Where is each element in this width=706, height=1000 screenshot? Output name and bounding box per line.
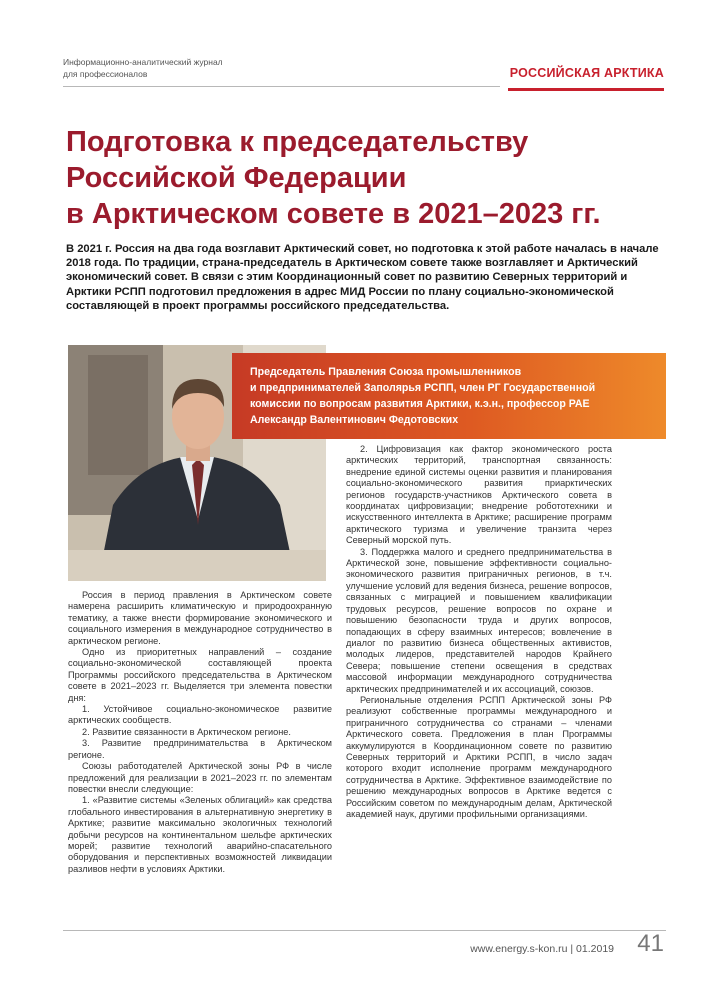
- journal-tagline: [63, 56, 223, 80]
- article-title-line2: Российской Федерации: [66, 162, 407, 194]
- section-label: РОССИЙСКАЯ АРКТИКА: [509, 66, 664, 80]
- body-paragraph: 2. Цифровизация как фактор экономического роста арктических территорий, транспортная связанность: внедрение единой системы оценки развития и планирования социально-экономического развития приарктических регионов государств-участников Арктического совета в координатах цифровизации; внедрение робототехники и искусственного интеллекта в Арктике; расширение программ арктического туризма и увеличение транзита через Северный морской путь.: [346, 444, 612, 546]
- journal-tagline-line2: для профессионалов: [63, 69, 148, 79]
- body-paragraph: 3. Поддержка малого и среднего предпринимательства в Арктической зоне, повышение эффективности социально-экономического развития приграничных регионов, в т.ч. улучшение условий для ведения бизнеса, решение вопросов, связанных с миграцией и повышением квалификации трудовых ресурсов, решение вопросов по охране и повышению безопасности труда и других вопросов, попадающих в сферу взаимных интересов; вовлечение в диалог по развитию бизнеса общественных активистов, молодых лидеров, представителей народов Крайнего Севера; повышение степени освещения в средствах массовой информации международного сотрудничества арктических предпринимателей и их ассоциаций, союзов.: [346, 546, 612, 694]
- footer-divider: [63, 930, 666, 931]
- article-title-line1: Подготовка к председательству: [66, 126, 529, 158]
- body-paragraph: Одно из приоритетных направлений – создание социально-экономической составляющей проекта Программы российского председательства в Арктическом совете в 2021–2023 гг. Выделяется три элемента повестки дня:: [68, 647, 332, 703]
- body-paragraph: Россия в период правления в Арктическом совете намерена расширить климатическую и природоохранную тематику, а также внести формирование экономического и социального измерения в международное сотрудничество в арктическом регионе.: [68, 590, 332, 646]
- body-paragraph: 1. Устойчивое социально-экономическое развитие арктических сообществ.: [68, 704, 332, 726]
- body-column-right: [346, 444, 612, 820]
- footer-url: www.energy.s-kon.ru | 01.2019: [470, 943, 614, 955]
- journal-tagline-line1: Информационно-аналитический журнал: [63, 57, 223, 67]
- body-paragraph: Региональные отделения РСПП Арктической зоны РФ реализуют собственные программы международного и приграничного сотрудничества со странами – членами Арктического совета. Предложения в план Программы аккумулируются в Координационном совете по развитию Северных территорий и Арктики РСПП, в число задач которого входит исполнение программ международного сотрудничества в Арктике. Эффективное взаимодействие по решению международных вопросов в Арктике ведется с Российским советом по международным делам, Арктической академией наук, другими профильными организациями.: [346, 694, 612, 819]
- body-paragraph: 1. «Развитие системы «Зеленых облигаций» как средства глобального инвестирования в альтернативную энергетику в Арктике; развитие максимально экологичных технологий добычи ресурсов на континентальном шельфе арктических морей; развитие технологий аварийно-спасательного оборудования и перспективных возможностей ликвидации разливов нефти в условиях Арктики.: [68, 795, 332, 874]
- body-column-left: [68, 590, 332, 875]
- page-number: 41: [637, 930, 664, 957]
- header-divider: [63, 86, 500, 87]
- article-title: [66, 124, 666, 232]
- article-lead: В 2021 г. Россия на два года возглавит Арктический совет, но подготовка к этой работе началась в начале 2018 года. По традиции, страна-председатель в Арктическом совете также возглавляет и Арктический экономический совет. В связи с этим Координационный совет по развитию Северных территорий и Арктики РСПП подготовил предложения в адрес МИД России по плану социально-экономической составляющей в проект программы российского председательства.: [66, 243, 659, 312]
- article-title-line3: в Арктическом совете в 2021–2023 гг.: [66, 198, 601, 230]
- body-paragraph: 2. Развитие связанности в Арктическом регионе.: [82, 726, 291, 737]
- body-paragraph: 3. Развитие предпринимательства в Арктическом регионе.: [68, 738, 332, 760]
- author-caption-line2: и предпринимателей Заполярья РСПП, член РГ Государственной: [250, 382, 596, 394]
- body-paragraph: Союзы работодателей Арктической зоны РФ в числе предложений для реализации в 2021–2023 гг. по элементам повестки внесли следующие:: [68, 761, 332, 794]
- author-caption-line3: комиссии по вопросам развития Арктики, к.э.н., профессор РАЕ: [250, 398, 590, 410]
- author-caption-line1: Председатель Правления Союза промышленников: [250, 366, 522, 378]
- author-caption-line4: Александр Валентинович Федотовских: [250, 414, 459, 426]
- author-caption: [232, 353, 666, 439]
- section-accent-bar: [508, 88, 664, 91]
